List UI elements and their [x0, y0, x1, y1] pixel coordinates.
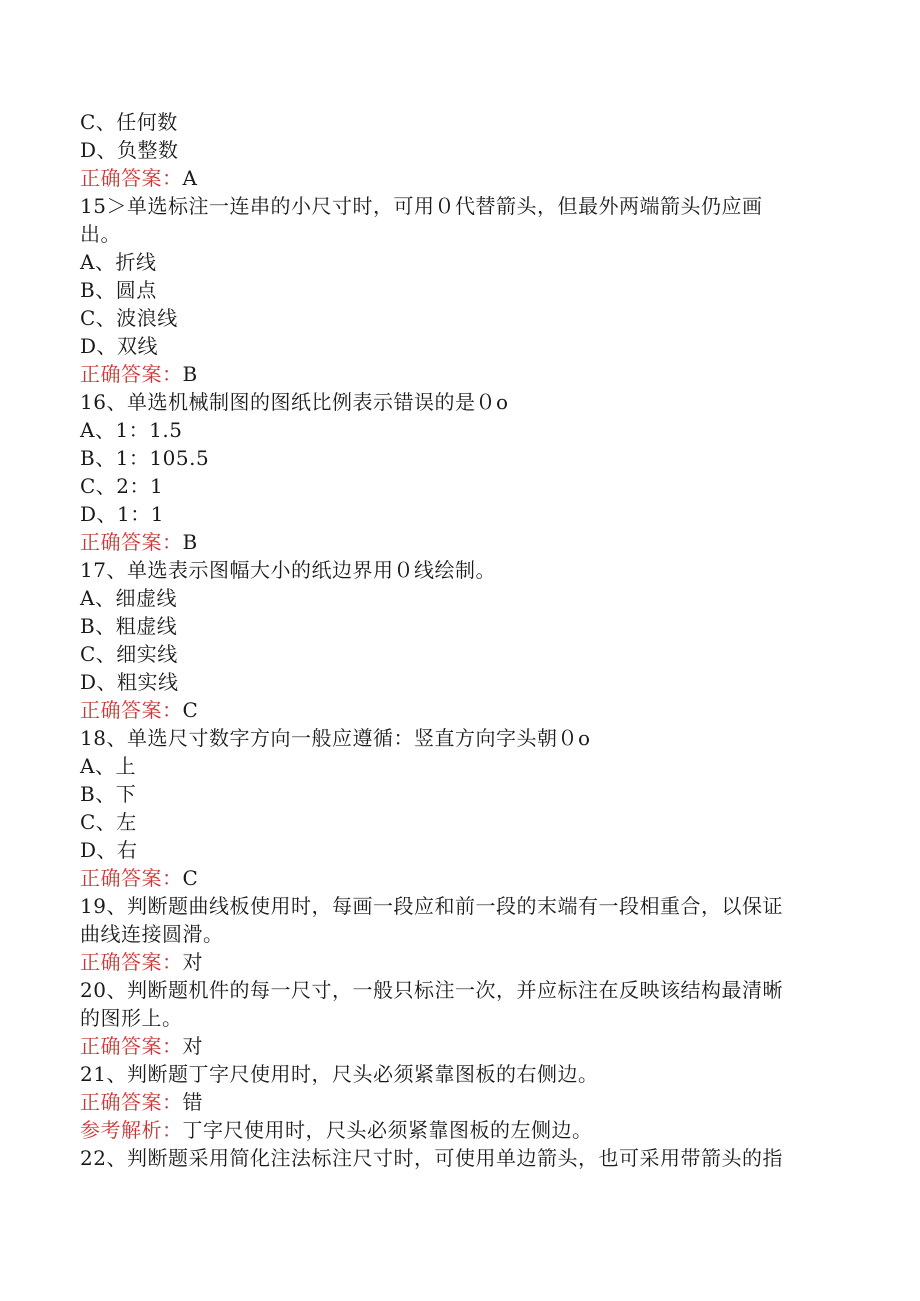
answer-value: 对 [182, 1034, 203, 1058]
option-line: B、1：105.5 [80, 446, 210, 470]
answer-label: 正确答案： [80, 950, 183, 974]
answer-line [80, 360, 825, 388]
option-line: D、1：1 [80, 502, 164, 526]
question-line: 21、判断题丁字尺使用时，尺头必须紧靠图板的右侧边。 [80, 1062, 599, 1086]
option-line: C、左 [80, 810, 137, 834]
option-line: C、任何数 [80, 110, 178, 134]
answer-value: 对 [182, 950, 203, 974]
answer-label: 正确答案： [80, 362, 183, 386]
question-line: 的图形上。 [80, 1006, 183, 1030]
answer-line [80, 164, 825, 192]
answer-line [80, 948, 825, 976]
option-line: D、粗实线 [80, 670, 179, 694]
answer-line [80, 528, 825, 556]
answer-label: 正确答案： [80, 1034, 183, 1058]
answer-label: 正确答案： [80, 166, 183, 190]
answer-value: C [182, 866, 199, 890]
answer-value: A [182, 166, 198, 190]
analysis-line [80, 1116, 825, 1144]
answer-label: 正确答案： [80, 866, 183, 890]
option-line: C、波浪线 [80, 306, 178, 330]
option-line: C、2：1 [80, 474, 164, 498]
option-line: A、细虚线 [80, 586, 177, 610]
option-line: D、负整数 [80, 138, 179, 162]
question-line: 17、单选表示图幅大小的纸边界用０线绘制。 [80, 558, 496, 582]
question-line: 16、单选机械制图的图纸比例表示错误的是０o [80, 390, 509, 414]
question-line: 20、判断题机件的每一尺寸，一般只标注一次，并应标注在反映该结构最清晰 [80, 978, 783, 1002]
option-line: A、上 [80, 754, 136, 778]
answer-value: 错 [182, 1090, 203, 1114]
option-line: A、1：1.5 [80, 418, 183, 442]
analysis-text: 丁字尺使用时，尺头必须紧靠图板的左侧边。 [182, 1118, 593, 1142]
document-page [80, 108, 825, 1172]
answer-label: 正确答案： [80, 530, 183, 554]
option-line: B、下 [80, 782, 137, 806]
answer-line [80, 1032, 825, 1060]
question-line: 18、单选尺寸数字方向一般应遵循：竖直方向字头朝０o [80, 726, 591, 750]
answer-value: C [182, 698, 199, 722]
answer-value: B [182, 530, 198, 554]
question-line: 出。 [80, 222, 121, 246]
option-line: D、右 [80, 838, 138, 862]
option-line: A、折线 [80, 250, 157, 274]
question-line: 曲线连接圆滑。 [80, 922, 224, 946]
analysis-label: 参考解析： [80, 1118, 183, 1142]
question-line: 15＞单选标注一连串的小尺寸时，可用０代替箭头，但最外两端箭头仍应画 [80, 194, 763, 218]
answer-label: 正确答案： [80, 698, 183, 722]
answer-line [80, 864, 825, 892]
option-line: C、细实线 [80, 642, 178, 666]
answer-line [80, 1088, 825, 1116]
answer-line [80, 696, 825, 724]
question-line: 22、判断题采用简化注法标注尺寸时，可使用单边箭头，也可采用带箭头的指 [80, 1146, 783, 1170]
answer-label: 正确答案： [80, 1090, 183, 1114]
option-line: B、粗虚线 [80, 614, 178, 638]
answer-value: B [182, 362, 198, 386]
option-line: D、双线 [80, 334, 159, 358]
option-line: B、圆点 [80, 278, 157, 302]
question-line: 19、判断题曲线板使用时，每画一段应和前一段的末端有一段相重合，以保证 [80, 894, 783, 918]
